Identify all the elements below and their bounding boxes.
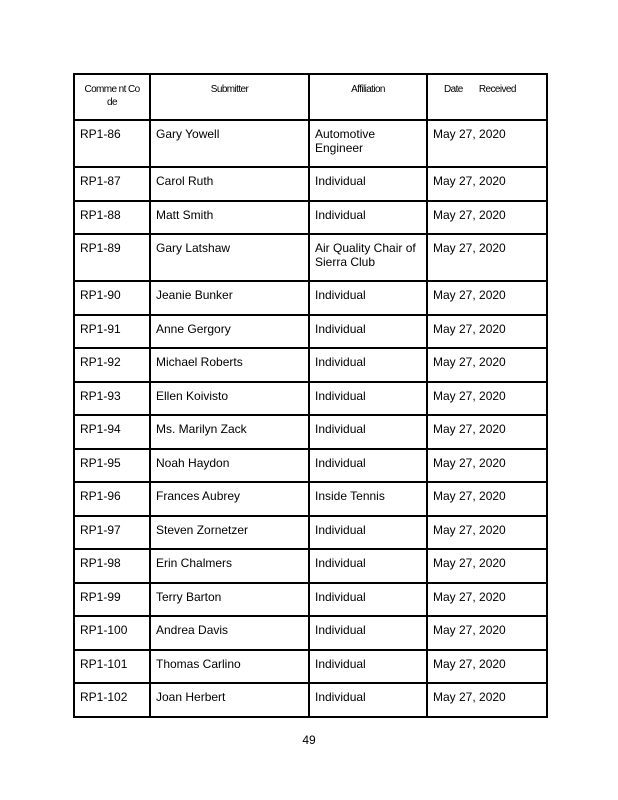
cell-date-received: May 27, 2020	[427, 549, 547, 583]
table-row	[74, 281, 547, 315]
cell-affiliation: Individual	[309, 348, 427, 382]
cell-affiliation: Individual	[309, 683, 427, 717]
table-row	[74, 120, 547, 167]
cell-affiliation: Individual	[309, 382, 427, 416]
table-header-row	[74, 74, 547, 120]
table-row	[74, 616, 547, 650]
cell-affiliation: Individual	[309, 516, 427, 550]
cell-affiliation: Individual	[309, 415, 427, 449]
table-row	[74, 583, 547, 617]
table-row	[74, 234, 547, 281]
table-row	[74, 516, 547, 550]
header-affiliation: Affiliation	[309, 74, 427, 120]
cell-submitter: Erin Chalmers	[150, 549, 309, 583]
cell-affiliation: Individual	[309, 315, 427, 349]
cell-affiliation: Individual	[309, 549, 427, 583]
cell-comment-code: RP1-95	[74, 449, 150, 483]
cell-comment-code: RP1-99	[74, 583, 150, 617]
comments-table	[73, 73, 548, 718]
cell-date-received: May 27, 2020	[427, 281, 547, 315]
cell-submitter: Gary Yowell	[150, 120, 309, 167]
cell-date-received: May 27, 2020	[427, 167, 547, 201]
cell-comment-code: RP1-88	[74, 201, 150, 235]
header-submitter: Submitter	[150, 74, 309, 120]
cell-comment-code: RP1-89	[74, 234, 150, 281]
cell-comment-code: RP1-92	[74, 348, 150, 382]
cell-affiliation: Individual	[309, 281, 427, 315]
cell-affiliation: Air Quality Chair of Sierra Club	[309, 234, 427, 281]
cell-date-received: May 27, 2020	[427, 382, 547, 416]
table-row	[74, 315, 547, 349]
cell-date-received: May 27, 2020	[427, 583, 547, 617]
cell-comment-code: RP1-97	[74, 516, 150, 550]
cell-date-received: May 27, 2020	[427, 201, 547, 235]
cell-affiliation: Individual	[309, 616, 427, 650]
cell-affiliation: Individual	[309, 650, 427, 684]
cell-date-received: May 27, 2020	[427, 616, 547, 650]
cell-submitter: Noah Haydon	[150, 449, 309, 483]
cell-submitter: Jeanie Bunker	[150, 281, 309, 315]
cell-submitter: Steven Zornetzer	[150, 516, 309, 550]
cell-affiliation: Inside Tennis	[309, 482, 427, 516]
cell-affiliation: Individual	[309, 583, 427, 617]
cell-comment-code: RP1-96	[74, 482, 150, 516]
cell-comment-code: RP1-91	[74, 315, 150, 349]
cell-date-received: May 27, 2020	[427, 516, 547, 550]
cell-submitter: Ms. Marilyn Zack	[150, 415, 309, 449]
cell-affiliation: Individual	[309, 167, 427, 201]
header-date-received: Date Received	[427, 74, 547, 120]
cell-submitter: Matt Smith	[150, 201, 309, 235]
cell-submitter: Andrea Davis	[150, 616, 309, 650]
cell-comment-code: RP1-102	[74, 683, 150, 717]
cell-date-received: May 27, 2020	[427, 120, 547, 167]
cell-comment-code: RP1-93	[74, 382, 150, 416]
table-body	[74, 120, 547, 717]
cell-date-received: May 27, 2020	[427, 234, 547, 281]
cell-date-received: May 27, 2020	[427, 650, 547, 684]
table-row	[74, 650, 547, 684]
cell-submitter: Michael Roberts	[150, 348, 309, 382]
cell-comment-code: RP1-101	[74, 650, 150, 684]
cell-affiliation: Automotive Engineer	[309, 120, 427, 167]
cell-submitter: Gary Latshaw	[150, 234, 309, 281]
cell-comment-code: RP1-94	[74, 415, 150, 449]
cell-date-received: May 27, 2020	[427, 683, 547, 717]
table-row	[74, 167, 547, 201]
cell-date-received: May 27, 2020	[427, 415, 547, 449]
table-row	[74, 382, 547, 416]
cell-submitter: Anne Gergory	[150, 315, 309, 349]
table-row	[74, 482, 547, 516]
cell-submitter: Terry Barton	[150, 583, 309, 617]
cell-comment-code: RP1-90	[74, 281, 150, 315]
table-row	[74, 415, 547, 449]
table-row	[74, 348, 547, 382]
cell-submitter: Ellen Koivisto	[150, 382, 309, 416]
cell-date-received: May 27, 2020	[427, 315, 547, 349]
cell-date-received: May 27, 2020	[427, 348, 547, 382]
cell-affiliation: Individual	[309, 201, 427, 235]
cell-submitter: Joan Herbert	[150, 683, 309, 717]
table-row	[74, 449, 547, 483]
table-row	[74, 683, 547, 717]
cell-comment-code: RP1-87	[74, 167, 150, 201]
cell-submitter: Thomas Carlino	[150, 650, 309, 684]
table-row	[74, 549, 547, 583]
cell-submitter: Carol Ruth	[150, 167, 309, 201]
cell-comment-code: RP1-100	[74, 616, 150, 650]
cell-date-received: May 27, 2020	[427, 449, 547, 483]
cell-submitter: Frances Aubrey	[150, 482, 309, 516]
cell-date-received: May 27, 2020	[427, 482, 547, 516]
page-number: 49	[302, 733, 316, 747]
cell-affiliation: Individual	[309, 449, 427, 483]
cell-comment-code: RP1-98	[74, 549, 150, 583]
cell-comment-code: RP1-86	[74, 120, 150, 167]
header-comment-code: Comme nt Code	[74, 74, 150, 120]
table-row	[74, 201, 547, 235]
